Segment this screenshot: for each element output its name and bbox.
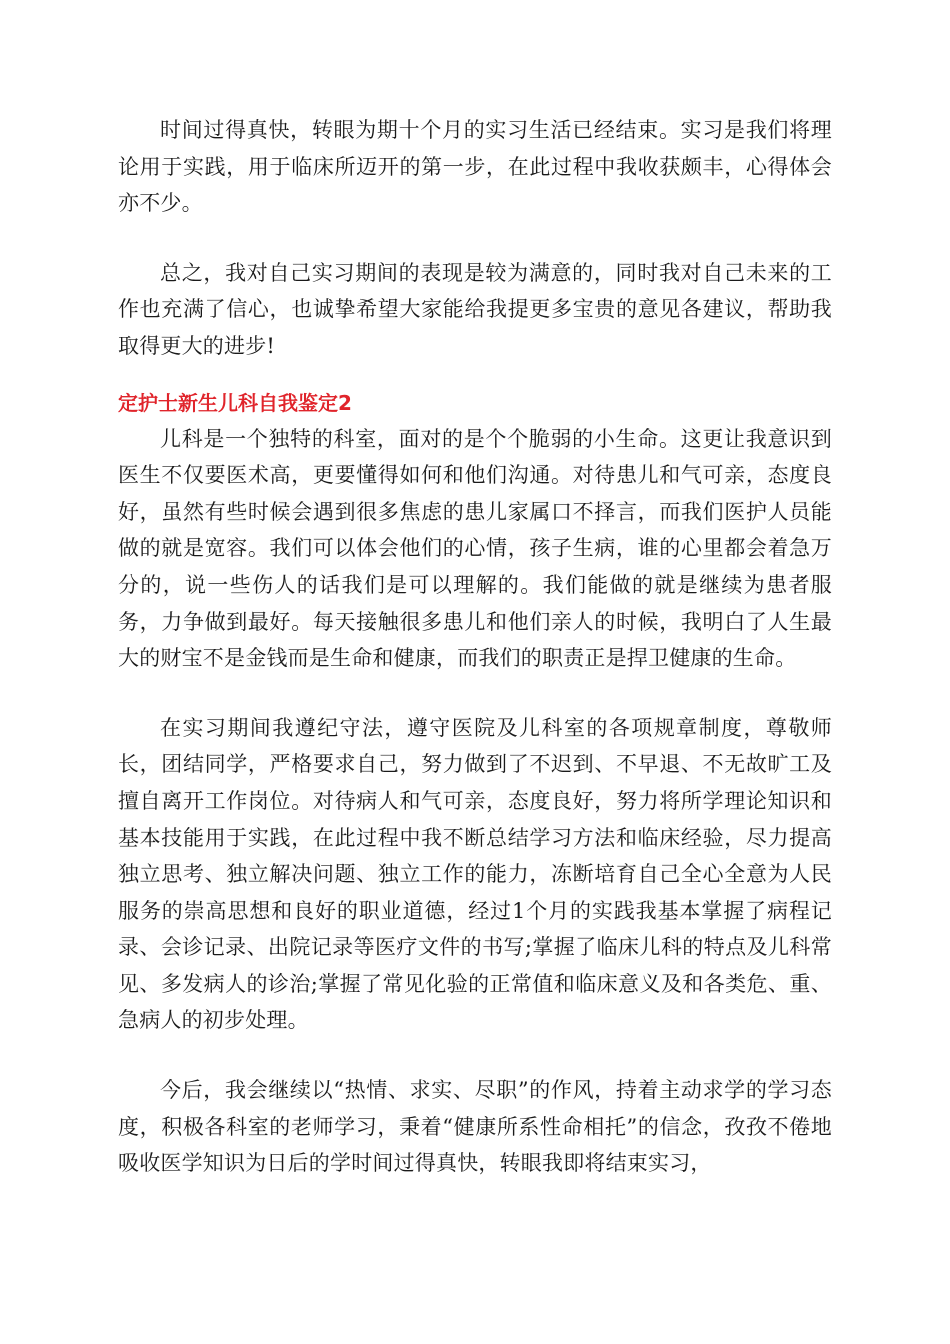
paragraph-future: 今后，我会继续以“热情、求实、尽职”的作风，持着主动求学的学习态度，积极各科室的老师学习，秉着“健康所系性命相托”的信念，孜孜不倦地吸收医学知识为日后的学时间过得真快，转眼我即将结束实习， [118, 1078, 832, 1176]
paragraph-intro: 时间过得真快，转眼为期十个月的实习生活已经结束。实习是我们将理论用于实践，用于临床所迈开的第一步，在此过程中我收获颇丰，心得体会亦不少。 [118, 118, 832, 216]
section-heading: 定护士新生儿科自我鉴定2 [118, 390, 352, 415]
document-page [118, 112, 832, 1182]
paragraph-internship-conduct: 在实习期间我遵纪守法，遵守医院及儿科室的各项规章制度，尊敬师长，团结同学，严格要求自己，努力做到了不迟到、不早退、不无故旷工及擅自离开工作岗位。对待病人和气可亲，态度良好，努力将所学理论知识和基本技能用于实践，在此过程中我不断总结学习方法和临床经验，尽力提高独立思考、独立解决问题、独立工作的能力，冻断培育自己全心全意为人民服务的崇高思想和良好的职业道德，经过1个月的实践我基本掌握了病程记录、会诊记录、出院记录等医疗文件的书写;掌握了临床儿科的特点及儿科常见、多发病人的诊治;掌握了常见化验的正常值和临床意义及和各类危、重、急病人的初步处理。 [118, 715, 832, 1033]
paragraph-pediatrics: 儿科是一个独特的科室，面对的是个个脆弱的小生命。这更让我意识到医生不仅要医术高，更要懂得如何和他们沟通。对待患儿和气可亲，态度良好，虽然有些时候会遇到很多焦虑的患儿家属口不择言，而我们医护人员能做的就是宽容。我们可以体会他们的心情，孩子生病，谁的心里都会着急万分的，说一些伤人的话我们是可以理解的。我们能做的就是继续为患者服务，力争做到最好。每天接触很多患儿和他们亲人的时候，我明白了人生最大的财宝不是金钱而是生命和健康，而我们的职责正是捍卫健康的生命。 [118, 426, 832, 671]
paragraph-conclusion: 总之，我对自己实习期间的表现是较为满意的，同时我对自己未来的工作也充满了信心，也诚挚希望大家能给我提更多宝贵的意见各建议，帮助我取得更大的进步! [118, 260, 832, 358]
